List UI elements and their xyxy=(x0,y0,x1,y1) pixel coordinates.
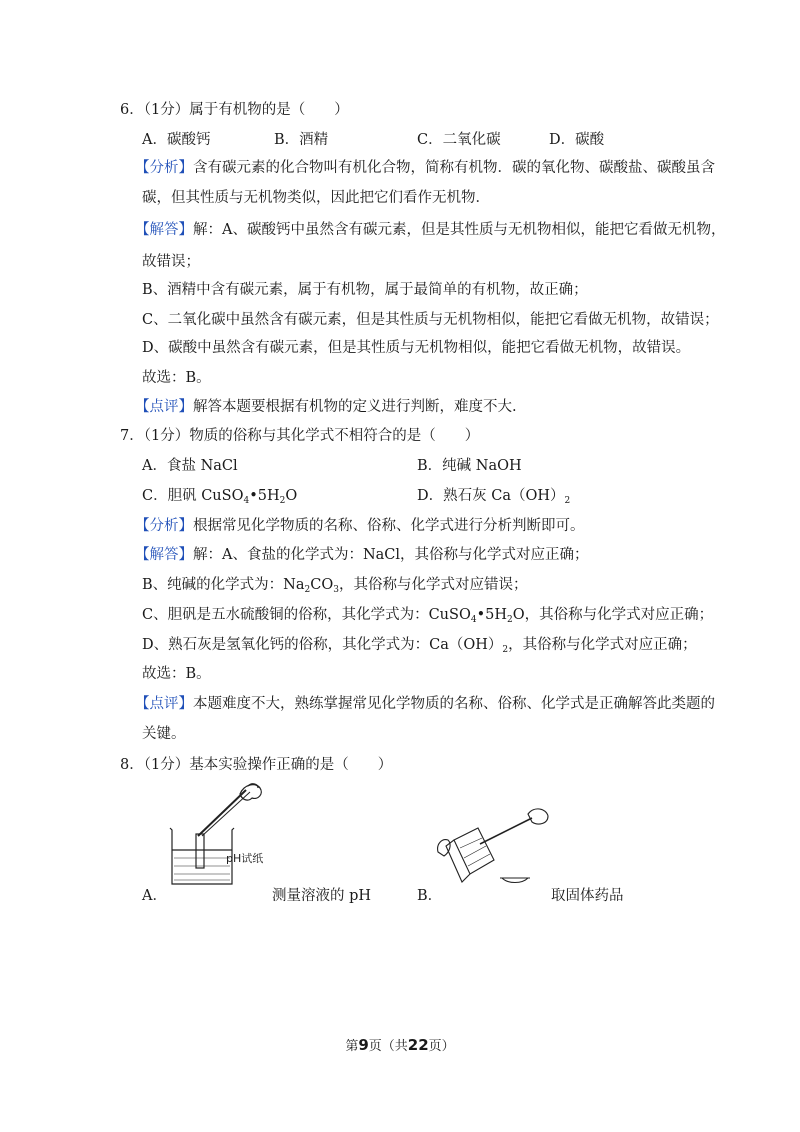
q6-analysis-line-1: 【分析】含有碳元素的化合物叫有机化合物，简称有机物．碳的氧化物、碳酸盐、碳酸虽含 xyxy=(135,160,715,176)
q7-answer-a: 【解答】解：A、食盐的化学式为：NaCl，其俗称与化学式对应正确； xyxy=(135,547,589,563)
answer-tag: 【解答】 xyxy=(135,222,193,238)
q7-answer-c: C、胆矾是五水硫酸铜的俗称，其化学式为：$CuSO_4•5H_2O$，其俗称与化学式对应正确； xyxy=(142,607,714,625)
q7-option-b: B．纯碱 NaOH xyxy=(417,458,522,474)
analysis-tag: 【分析】 xyxy=(135,160,193,176)
q8-option-b: B． xyxy=(417,888,443,904)
q6-option-d: D．碳酸 xyxy=(549,132,605,148)
q6-option-c: C．二氧化碳 xyxy=(417,132,501,148)
q6-answer-line-3: B、酒精中含有碳元素，属于有机物，属于最简单的有机物，故正确； xyxy=(142,282,588,298)
q8-caption-a: 测量溶液的 pH xyxy=(272,888,372,904)
q7-stem: 7．（1分）物质的俗称与其化学式不相符合的是（ ） xyxy=(120,428,480,444)
q6-option-a: A．碳酸钙 xyxy=(142,132,211,148)
q6-answer-line-4: C、二氧化碳中虽然含有碳元素，但是其性质与无机物相似，能把它看做无机物，故错误； xyxy=(142,312,719,328)
q7-option-a: A．食盐 NaCl xyxy=(142,458,238,474)
q7-option-d: D．熟石灰 $Ca(OH)_2$ xyxy=(417,488,571,506)
figure-ph-paper-label: pH试纸 xyxy=(226,852,264,865)
q7-option-c: C．胆矾 $CuSO_4•5H_2O$ xyxy=(142,488,298,506)
q7-answer-b: B、纯碱的化学式为：$Na_2CO_3$，其俗称与化学式对应错误； xyxy=(142,577,528,595)
answer-tag: 【解答】 xyxy=(135,547,193,563)
page-number: 9 xyxy=(358,1036,369,1054)
q7-choice: 故选：B。 xyxy=(142,666,211,682)
comment-tag: 【点评】 xyxy=(135,696,193,712)
q6-analysis-line-2: 碳，但其性质与无机物类似，因此把它们看作无机物． xyxy=(142,190,490,206)
q7-analysis: 【分析】根据常见化学物质的名称、俗称、化学式进行分析判断即可。 xyxy=(135,518,585,534)
q6-choice: 故选：B。 xyxy=(142,370,211,386)
q6-answer-line-2: 故错误； xyxy=(142,254,200,270)
page-footer: 第9页（共22页） xyxy=(345,1036,455,1054)
comment-tag: 【点评】 xyxy=(135,399,193,415)
q8-caption-b: 取固体药品 xyxy=(551,888,624,904)
q6-comment: 【点评】解答本题要根据有机物的定义进行判断，难度不大. xyxy=(135,399,517,415)
analysis-tag: 【分析】 xyxy=(135,518,193,534)
q7-answer-d: D、熟石灰是氢氧化钙的俗称，其化学式为：$Ca(OH)_2$，其俗称与化学式对应正确； xyxy=(142,637,697,655)
q7-comment-line-2: 关键。 xyxy=(142,726,186,742)
q8-option-a: A． xyxy=(142,888,167,904)
q7-comment-line-1: 【点评】本题难度不大，熟练掌握常见化学物质的名称、俗称、化学式是正确解答此类题的 xyxy=(135,696,715,712)
q6-answer-line-5: D、碳酸中虽然含有碳元素，但是其性质与无机物相似，能把它看做无机物，故错误。 xyxy=(142,340,691,356)
q6-option-b: B．酒精 xyxy=(274,132,329,148)
q8-stem: 8．（1分）基本实验操作正确的是（ ） xyxy=(120,757,393,773)
page-total: 22 xyxy=(407,1036,429,1054)
q6-answer-line-1: 【解答】解：A、碳酸钙中虽然含有碳元素，但是其性质与无机物相似，能把它看做无机物， xyxy=(135,222,726,238)
q6-stem: 6．（1分）属于有机物的是（ ） xyxy=(120,102,349,118)
figure-ph-measurement xyxy=(160,780,300,890)
figure-take-solid xyxy=(436,800,556,890)
